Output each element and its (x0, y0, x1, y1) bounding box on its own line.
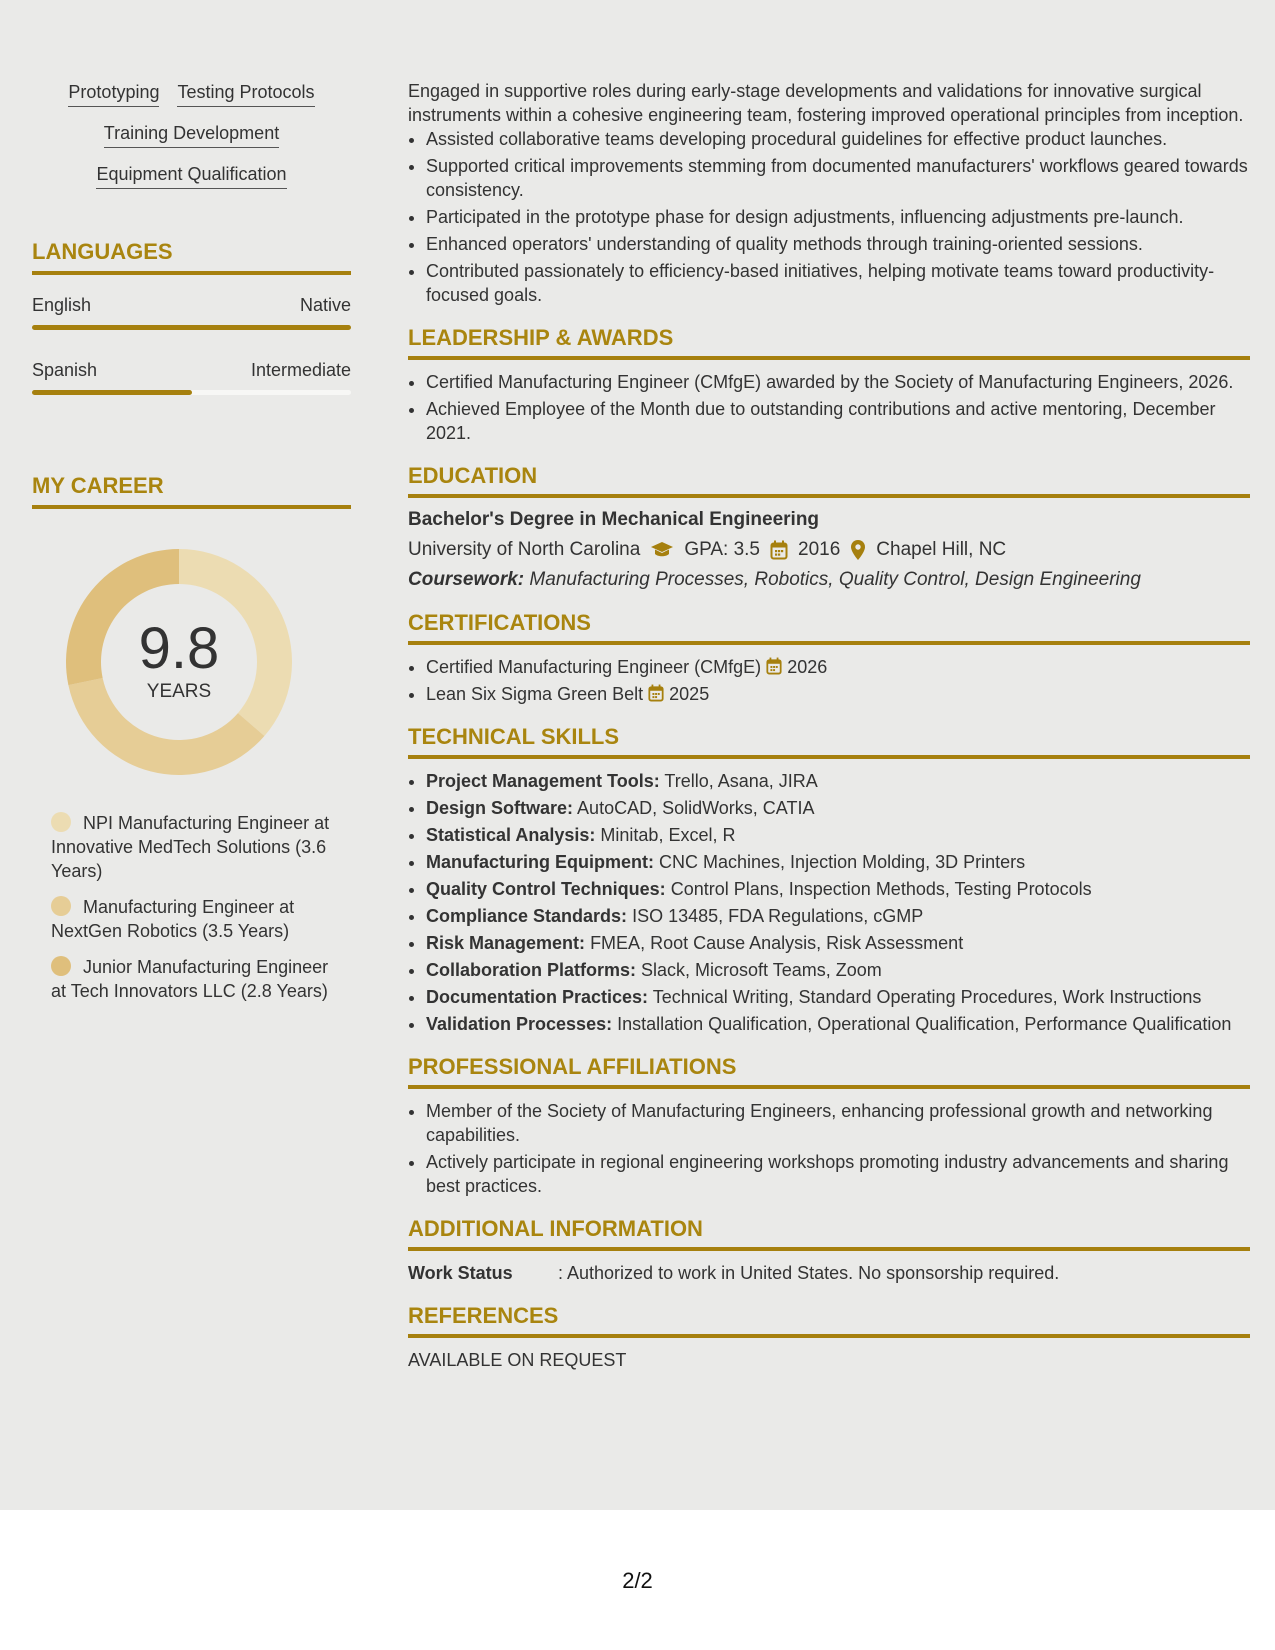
certifications-list (408, 655, 1250, 706)
certifications-heading: CERTIFICATIONS (408, 610, 1250, 645)
calendar-icon (648, 684, 664, 702)
career-heading: MY CAREER (32, 473, 351, 509)
skill-value: Control Plans, Inspection Methods, Testing Protocols (670, 879, 1092, 899)
references-text: AVAILABLE ON REQUEST (408, 1350, 627, 1370)
education-coursework (408, 568, 1250, 592)
language-proficiency-fill (32, 390, 192, 395)
skill-label: Manufacturing Equipment: (426, 852, 654, 872)
education-degree: Bachelor's Degree in Mechanical Engineering (408, 509, 820, 530)
skill-label: Documentation Practices: (426, 987, 649, 1007)
technical-skill-item (426, 769, 1250, 793)
coursework-value: Manufacturing Processes, Robotics, Quality Control, Design Engineering (529, 569, 1141, 590)
additional-info-heading: ADDITIONAL INFORMATION (408, 1216, 1250, 1251)
language-proficiency-bar (32, 325, 351, 330)
experience-bullet: • Supported critical improvements stemming from documented manufacturers' workflows geared towards consistency. (426, 154, 1250, 202)
career-legend-item (51, 811, 331, 883)
skill-value: Installation Qualification, Operational Qualification, Performance Qualification (617, 1014, 1232, 1034)
skill-value: AutoCAD, SolidWorks, CATIA (577, 798, 815, 818)
location-pin-icon (850, 539, 866, 561)
language-level: Native (299, 295, 351, 315)
skill-value: CNC Machines, Injection Molding, 3D Printers (659, 852, 1026, 872)
education-year: 2016 (798, 539, 841, 560)
skill-label: Risk Management: (426, 933, 586, 953)
skill-tag: Equipment Qualification (96, 164, 286, 189)
coursework-label: Coursework: (408, 569, 525, 590)
skill-label: Validation Processes: (426, 1014, 613, 1034)
career-legend-item (51, 955, 331, 1003)
certification-name: Lean Six Sigma Green Belt (426, 684, 644, 704)
skill-value: Slack, Microsoft Teams, Zoom (641, 960, 882, 980)
leadership-list (408, 370, 1250, 445)
certification-year: 2025 (669, 684, 710, 704)
calendar-icon (770, 540, 788, 560)
career-legend-item (51, 895, 331, 943)
work-status-row (408, 1261, 1250, 1285)
language-item (32, 360, 351, 395)
page-number: 2/2 (622, 1568, 653, 1593)
skill-tag: Training Development (104, 123, 279, 148)
technical-skill-item (426, 850, 1250, 874)
skill-tag: Prototyping (68, 82, 159, 107)
language-item (32, 295, 351, 330)
experience-bullet: • Contributed passionately to efficiency-based initiatives, helping motivate teams toward productivity-focused goals. (426, 259, 1250, 307)
leadership-item: • Achieved Employee of the Month due to outstanding contributions and active mentoring, December 2021. (426, 397, 1250, 445)
skill-value: FMEA, Root Cause Analysis, Risk Assessment (590, 933, 964, 953)
skill-label: Compliance Standards: (426, 906, 628, 926)
technical-skills-list (408, 769, 1250, 1036)
leadership-heading: LEADERSHIP & AWARDS (408, 325, 1250, 360)
technical-skill-item (426, 958, 1250, 982)
career-legend-text: NPI Manufacturing Engineer at Innovative MedTech Solutions (3.6 Years) (51, 813, 330, 881)
technical-skill-item (426, 823, 1250, 847)
career-legend-text: Manufacturing Engineer at NextGen Robotics (3.5 Years) (51, 897, 295, 941)
technical-skills-heading: TECHNICAL SKILLS (408, 724, 1250, 759)
work-status-label: Work Status (408, 1263, 513, 1283)
skill-label: Statistical Analysis: (426, 825, 596, 845)
language-name: Spanish (32, 360, 98, 380)
skill-label: Project Management Tools: (426, 771, 660, 791)
language-name: English (32, 295, 92, 315)
skill-value: Minitab, Excel, R (600, 825, 736, 845)
skill-label: Quality Control Techniques: (426, 879, 666, 899)
skill-label: Design Software: (426, 798, 574, 818)
technical-skill-item (426, 877, 1250, 901)
experience-bullet: • Assisted collaborative teams developing procedural guidelines for effective product launches. (426, 127, 1250, 151)
affiliation-item: • Member of the Society of Manufacturing Engineers, enhancing professional growth and networking capabilities. (426, 1099, 1250, 1147)
career-donut-chart (66, 549, 292, 775)
certification-name: Certified Manufacturing Engineer (CMfgE) (426, 657, 762, 677)
education-school: University of North Carolina (408, 539, 641, 560)
skill-tags (32, 82, 351, 189)
skill-label: Collaboration Platforms: (426, 960, 637, 980)
technical-skill-item (426, 985, 1250, 1009)
certification-year: 2026 (787, 657, 828, 677)
technical-skill-item (426, 904, 1250, 928)
language-proficiency-fill (32, 325, 351, 330)
career-legend (51, 811, 331, 1003)
education-location: Chapel Hill, NC (876, 539, 1007, 560)
certification-item (426, 655, 1250, 679)
affiliations-heading: PROFESSIONAL AFFILIATIONS (408, 1054, 1250, 1089)
skill-value: ISO 13485, FDA Regulations, cGMP (632, 906, 924, 926)
education-heading: EDUCATION (408, 463, 1250, 498)
experience-bullet: • Participated in the prototype phase for design adjustments, influencing adjustments pre-launch. (426, 205, 1250, 229)
technical-skill-item (426, 1012, 1250, 1036)
right-column (408, 79, 1250, 1372)
career-legend-text: Junior Manufacturing Engineer at Tech Innovators LLC (2.8 Years) (51, 957, 329, 1001)
career-total-years: 9.8 (138, 616, 220, 681)
skill-value: Trello, Asana, JIRA (664, 771, 818, 791)
legend-dot (51, 956, 71, 976)
language-level: Intermediate (250, 360, 351, 380)
affiliation-item: • Actively participate in regional engineering workshops promoting industry advancements and sharing best practices. (426, 1150, 1250, 1198)
technical-skill-item (426, 796, 1250, 820)
education-gpa: GPA: 3.5 (684, 539, 760, 560)
work-status-value: : Authorized to work in United States. No sponsorship required. (558, 1263, 1060, 1283)
experience-bullets (408, 127, 1250, 307)
graduation-cap-icon (650, 540, 674, 560)
career-total-unit: YEARS (146, 681, 212, 702)
legend-dot (51, 812, 71, 832)
left-column (32, 82, 351, 1015)
affiliations-list (408, 1099, 1250, 1198)
technical-skill-item (426, 931, 1250, 955)
leadership-item: • Certified Manufacturing Engineer (CMfgE) awarded by the Society of Manufacturing Engineers, 2026. (426, 370, 1250, 394)
legend-dot (51, 896, 71, 916)
experience-summary: Engaged in supportive roles during early-stage developments and validations for innovative surgical instruments within a cohesive engineering team, fostering improved operational principles from inception. (408, 81, 1244, 125)
skill-tag: Testing Protocols (177, 82, 314, 107)
language-proficiency-bar (32, 390, 351, 395)
calendar-icon (766, 657, 782, 675)
experience-bullet: • Enhanced operators' understanding of quality methods through training-oriented sessions. (426, 232, 1250, 256)
skill-value: Technical Writing, Standard Operating Procedures, Work Instructions (652, 987, 1202, 1007)
education-details (408, 538, 1250, 562)
references-heading: REFERENCES (408, 1303, 1250, 1338)
certification-item (426, 682, 1250, 706)
languages-heading: LANGUAGES (32, 239, 351, 275)
